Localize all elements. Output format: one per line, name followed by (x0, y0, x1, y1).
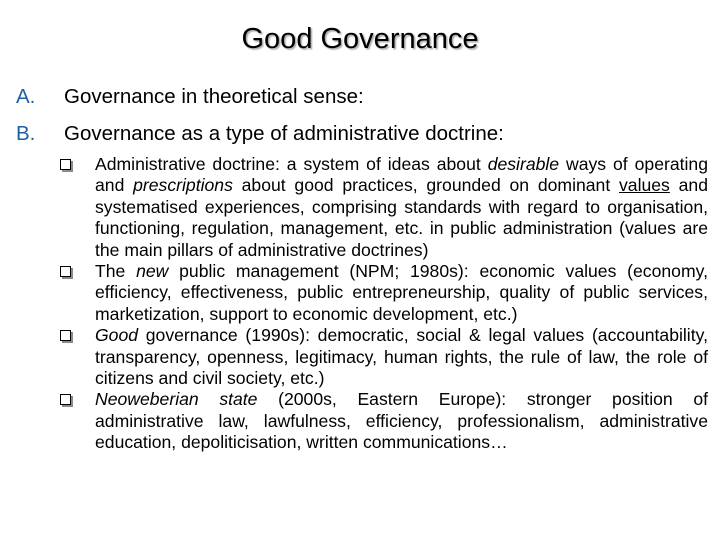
bullet-text-segment: (2000s, Eastern Europe): stronger position of administrative law, lawfulness, efficiency, professionalism, administrative education, depoliticisation, written communications… (95, 389, 708, 453)
bullet-text-segment: values (619, 175, 670, 196)
bullet-text-segment: Neoweberian state (95, 389, 258, 410)
item-a-letter: A. (16, 85, 36, 108)
square-bullet-icon (60, 159, 71, 170)
doctrine-bullet (58, 325, 708, 389)
doctrine-bullet (58, 261, 708, 325)
bullet-text-segment: governance (1990s): democratic, social & legal values (accountability, transparency, openness, legitimacy, human rights, the rule of law, the role of citizens and civil society, etc.) (95, 325, 708, 389)
bullet-text-segment: desirable (487, 154, 560, 174)
square-bullet-icon (60, 266, 71, 277)
item-a-text: Governance in theoretical sense: (64, 85, 364, 108)
square-bullet-icon (60, 394, 71, 405)
item-b-text: Governance as a type of administrative doctrine: (64, 122, 504, 145)
slide-title: Good Governance (241, 23, 479, 55)
square-bullet-icon (60, 330, 71, 341)
bullet-text-segment: and systematised experiences, comprising standards with regard to organisation, functioning, regulation, management, etc. in public administration (values are the main pillars of administrative doctrines) (95, 175, 708, 260)
doctrine-bullet (58, 154, 708, 261)
bullet-text-segment: Administrative doctrine: a system of ideas about (95, 154, 488, 174)
bullet-text-segment: Good (95, 325, 139, 346)
bullet-text-segment: The (95, 261, 137, 282)
bullet-text-segment: ways of operating and (95, 154, 708, 196)
doctrine-bullet-list (58, 154, 708, 454)
bullet-text-segment: public management (NPM; 1980s): economic values (economy, efficiency, effectiveness, public entrepreneurship, quality of public services, marketization, support to economic development, etc.) (95, 261, 708, 324)
bullet-text-segment: new (136, 261, 169, 282)
item-b-letter: B. (16, 122, 36, 145)
bullet-text-segment: prescriptions (133, 175, 233, 196)
bullet-text-segment: about good practices, grounded on dominant (232, 175, 619, 196)
doctrine-bullet (58, 389, 708, 453)
